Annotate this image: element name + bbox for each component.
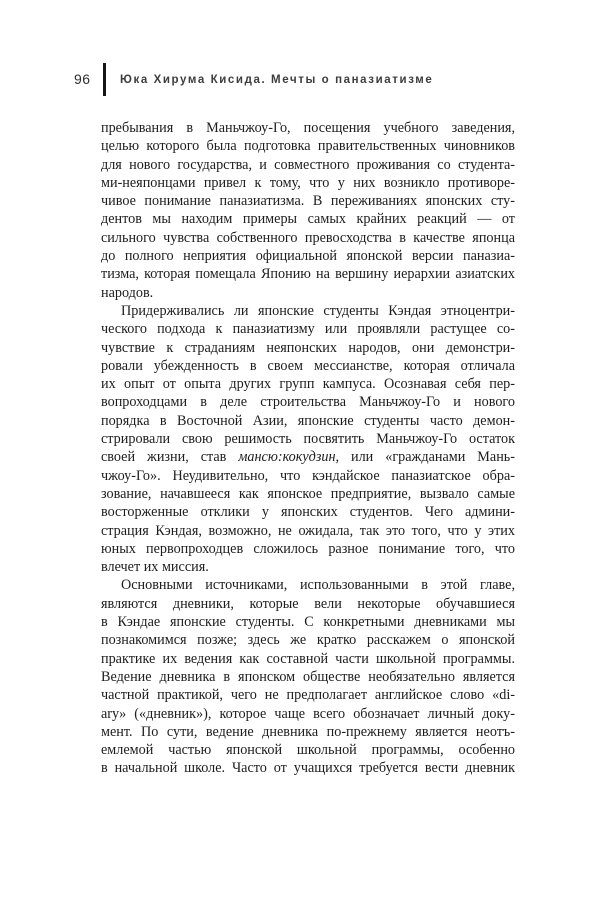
text-line: являются дневники, которые вели некоторые обучавшиеся [101, 595, 515, 612]
text-line: познакомимся позже; здесь же кратко расскажем о японской [101, 632, 515, 649]
text-line: в начальной школе. Часто от учащихся требуется вести дневник [101, 760, 515, 777]
page-text [101, 119, 515, 778]
text-line: сильного чувства собственного превосходства в качестве японца [101, 229, 515, 246]
text-line: мент. По сути, ведение дневника по-прежнему является неотъ- [101, 723, 515, 740]
text-line: Ведение дневника в японском обществе необязательно является [101, 668, 515, 685]
text-line: народов. [101, 284, 154, 301]
text-line: влечет их миссия. [101, 559, 209, 576]
text-line: чивое понимание паназиатизма. В переживаниях японских сту- [101, 193, 515, 210]
text-line: тизма, которая помещала Японию на вершину иерархии азиатских [101, 266, 515, 283]
text-line: пребывания в Маньчжоу-Го, посещения учебного заведения, [101, 120, 515, 136]
text-line: вопроходцами в деле строительства Маньчжоу-Го и нового [101, 394, 515, 411]
text-line: целью которого была подготовка правительственных чиновников [101, 138, 515, 155]
text-line: стрировали свою решимость посвятить Маньчжоу-Го остаток [101, 431, 515, 448]
text-line: частной практикой, чего не предполагает английское слово «di- [101, 687, 515, 704]
running-head: Юка Хирума Кисида. Мечты о паназиатизме [120, 73, 434, 86]
text-line: дентов мы находим примеры самых крайних реакций — от [101, 211, 515, 228]
text-line: ми-неяпонцами привел к тому, что у них возникло противоре- [101, 174, 515, 191]
text-line: чувствие к страданиям неяпонских народов, они демонстри- [101, 339, 515, 356]
text-line: их опыт от опыта других групп кампуса. Осознавая себя пер- [101, 376, 515, 393]
text-line: восторженные отклики у японских студентов. Чего админи- [101, 504, 515, 521]
text-line: в Кэндае японские студенты. С конкретными дневниками мы [101, 614, 515, 631]
text-segment: , или «гражданами Мань- [335, 449, 515, 466]
text-line: практике их ведения как составной части школьной программы. [101, 650, 515, 667]
text-line: емлемой частью японской школьной программы, особенно [101, 742, 515, 759]
text-line: ary» («дневник»), которое чаще всего обозначает личный доку- [101, 705, 515, 722]
text-line [101, 448, 515, 466]
text-line: чжоу-Го». Неудивительно, что кэндайское паназиатское обра- [101, 467, 515, 484]
text-line: до полного неприятия официальной японской версии паназиа- [101, 248, 515, 265]
text-line: юных первопроходцев сложилось разное понимание того, что [101, 540, 515, 557]
text-line: Придерживались ли японские студенты Кэндая этноцентри- [121, 302, 515, 319]
text-line: Основными источниками, использованными в этой главе, [121, 577, 515, 594]
page-header [74, 62, 433, 96]
text-segment: своей жизни, став [101, 449, 239, 466]
header-divider [103, 63, 106, 96]
text-line: ческого подхода к паназиатизму или проявляли растущее со- [101, 321, 515, 338]
page-number: 96 [74, 71, 91, 87]
text-line: зование, начавшееся как японское предприятие, вызвало самые [101, 485, 515, 502]
text-line: порядка в Восточной Азии, японские студенты часто демон- [101, 412, 515, 429]
italic-term: мансю:кокудзин [238, 449, 336, 466]
text-line: для нового государства, и совместного проживания со студента- [101, 156, 515, 173]
text-line: страция Кэндая, возможно, не ожидала, так это того, что у этих [101, 522, 515, 539]
text-line: ровали убежденность в своем мессианстве, которая отличала [101, 357, 515, 374]
